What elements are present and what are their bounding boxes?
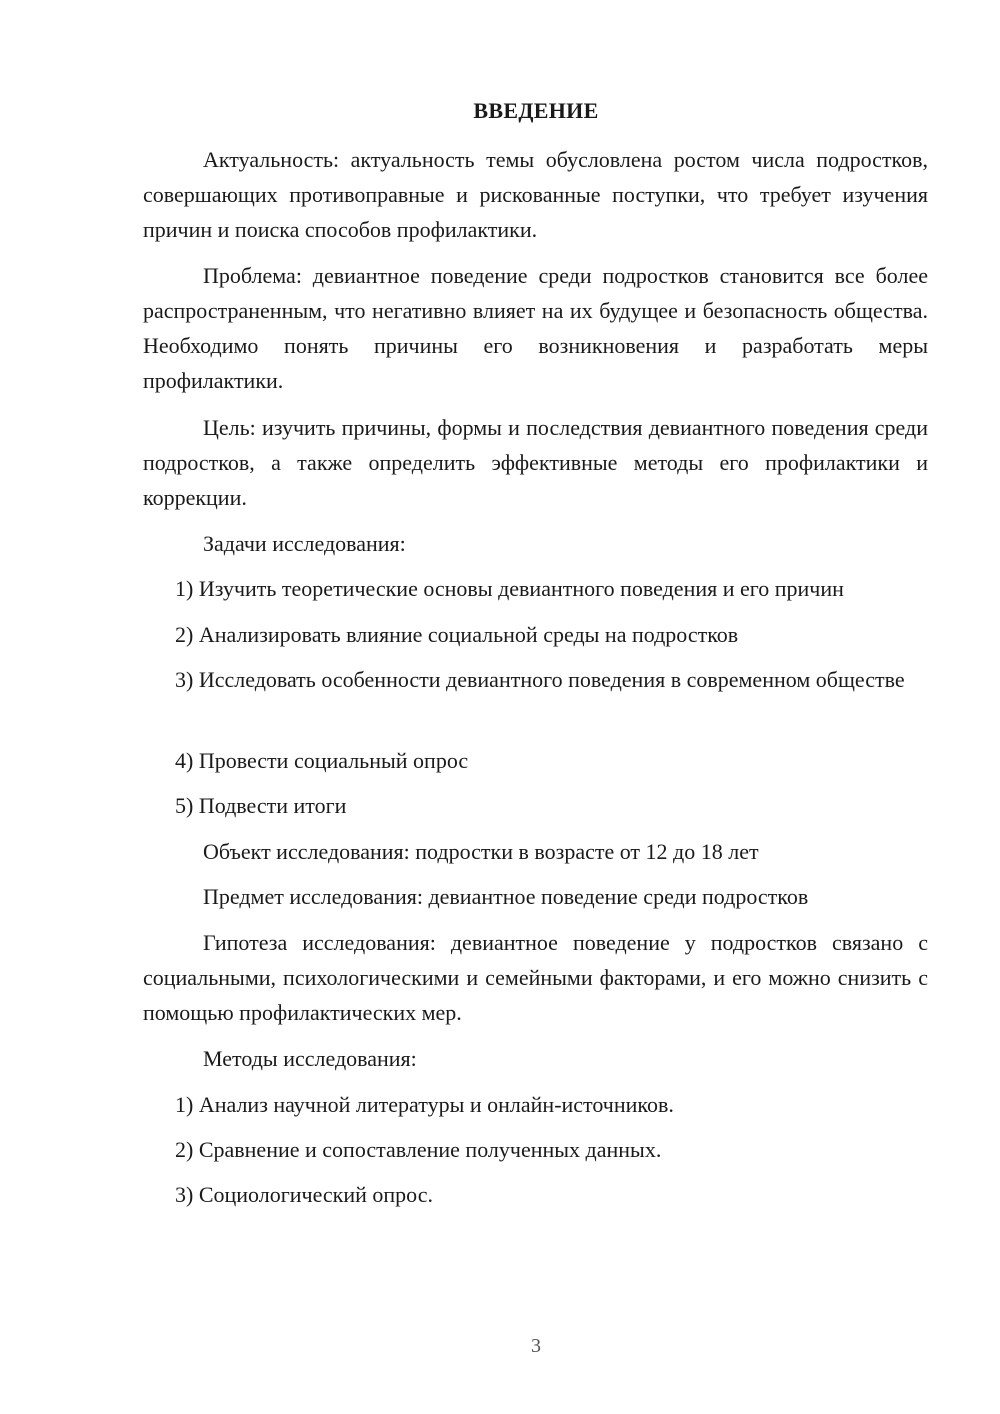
goal-paragraph-block [143,410,928,515]
task-item: 4) Провести социальный опрос [175,748,469,773]
tasks-heading: Задачи исследования: [203,531,406,556]
problem-paragraph-block [143,258,928,398]
methods-heading-block [143,1041,928,1076]
section-title: ВВЕДЕНИЕ [473,98,599,123]
tasks-heading-block [143,526,928,561]
relevance-paragraph-block [143,142,928,247]
object-paragraph-block [143,834,928,869]
methods-list-3 [143,1177,928,1212]
object-paragraph: Объект исследования: подростки в возрасте от 12 до 18 лет [203,839,759,864]
hypothesis-paragraph: Гипотеза исследования: девиантное поведение у подростков связано с социальными, психологическими и семейными факторами, и его можно снизить с помощью профилактических мер. [143,930,928,1025]
task-item: 1) Изучить теоретические основы девиантного поведения и его причин [175,576,844,601]
subject-paragraph-block [143,879,928,914]
task-item: 5) Подвести итоги [175,793,347,818]
problem-paragraph: Проблема: девиантное поведение среди подростков становится все более распространенным, что негативно влияет на их будущее и безопасность общества. Необходимо понять причины его возникновения и разработать меры профилактики. [143,263,928,393]
methods-list [143,1087,928,1122]
task-item: 3) Исследовать особенности девиантного поведения в современном обществе [175,667,905,692]
tasks-list-4 [143,743,928,778]
method-item: 2) Сравнение и сопоставление полученных данных. [175,1137,662,1162]
tasks-list-5 [143,788,928,823]
tasks-list [143,571,928,606]
subject-paragraph: Предмет исследования: девиантное поведение среди подростков [203,884,809,909]
page-number: 3 [531,1335,541,1357]
method-item: 3) Социологический опрос. [175,1182,433,1207]
tasks-list-2 [143,617,928,652]
methods-list-2 [143,1132,928,1167]
goal-paragraph: Цель: изучить причины, формы и последствия девиантного поведения среди подростков, а также определить эффективные методы его профилактики и коррекции. [143,415,928,510]
hypothesis-paragraph-block [143,925,928,1030]
methods-heading: Методы исследования: [203,1046,417,1071]
relevance-paragraph: Актуальность: актуальность темы обусловлена ростом числа подростков, совершающих противоправные и рискованные поступки, что требует изучения причин и поиска способов профилактики. [143,147,928,242]
method-item: 1) Анализ научной литературы и онлайн-источников. [175,1092,674,1117]
tasks-list-3 [143,662,928,697]
task-item: 2) Анализировать влияние социальной среды на подростков [175,622,739,647]
